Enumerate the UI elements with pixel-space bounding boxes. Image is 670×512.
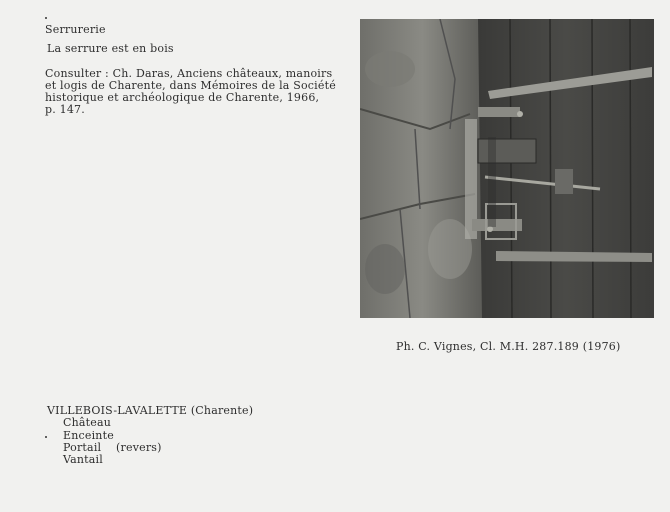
location-place: VILLEBOIS-LAVALETTE (Charente) (47, 404, 254, 417)
category-title: Serrurerie (45, 23, 106, 36)
location-item: Enceinte (63, 429, 114, 442)
reference-line: Consulter : Ch. Daras, Anciens châteaux, manoirs (45, 67, 333, 80)
subtitle: La serrure est en bois (47, 42, 174, 55)
reference-line: et logis de Charente, dans Mémoires de la Société (45, 79, 336, 92)
location-item: Vantail (63, 453, 103, 466)
bullet-mark-top (45, 17, 47, 19)
door-lock-photo (360, 19, 654, 318)
location-item: Portail (revers) (63, 441, 162, 454)
location-item: Château (63, 416, 112, 429)
reference-line: historique et archéologique de Charente, 1966, (45, 91, 320, 104)
reference-line: p. 147. (45, 103, 85, 116)
bullet-mark-bottom (45, 436, 47, 438)
photo-credit: Ph. C. Vignes, Cl. M.H. 287.189 (1976) (396, 340, 621, 353)
